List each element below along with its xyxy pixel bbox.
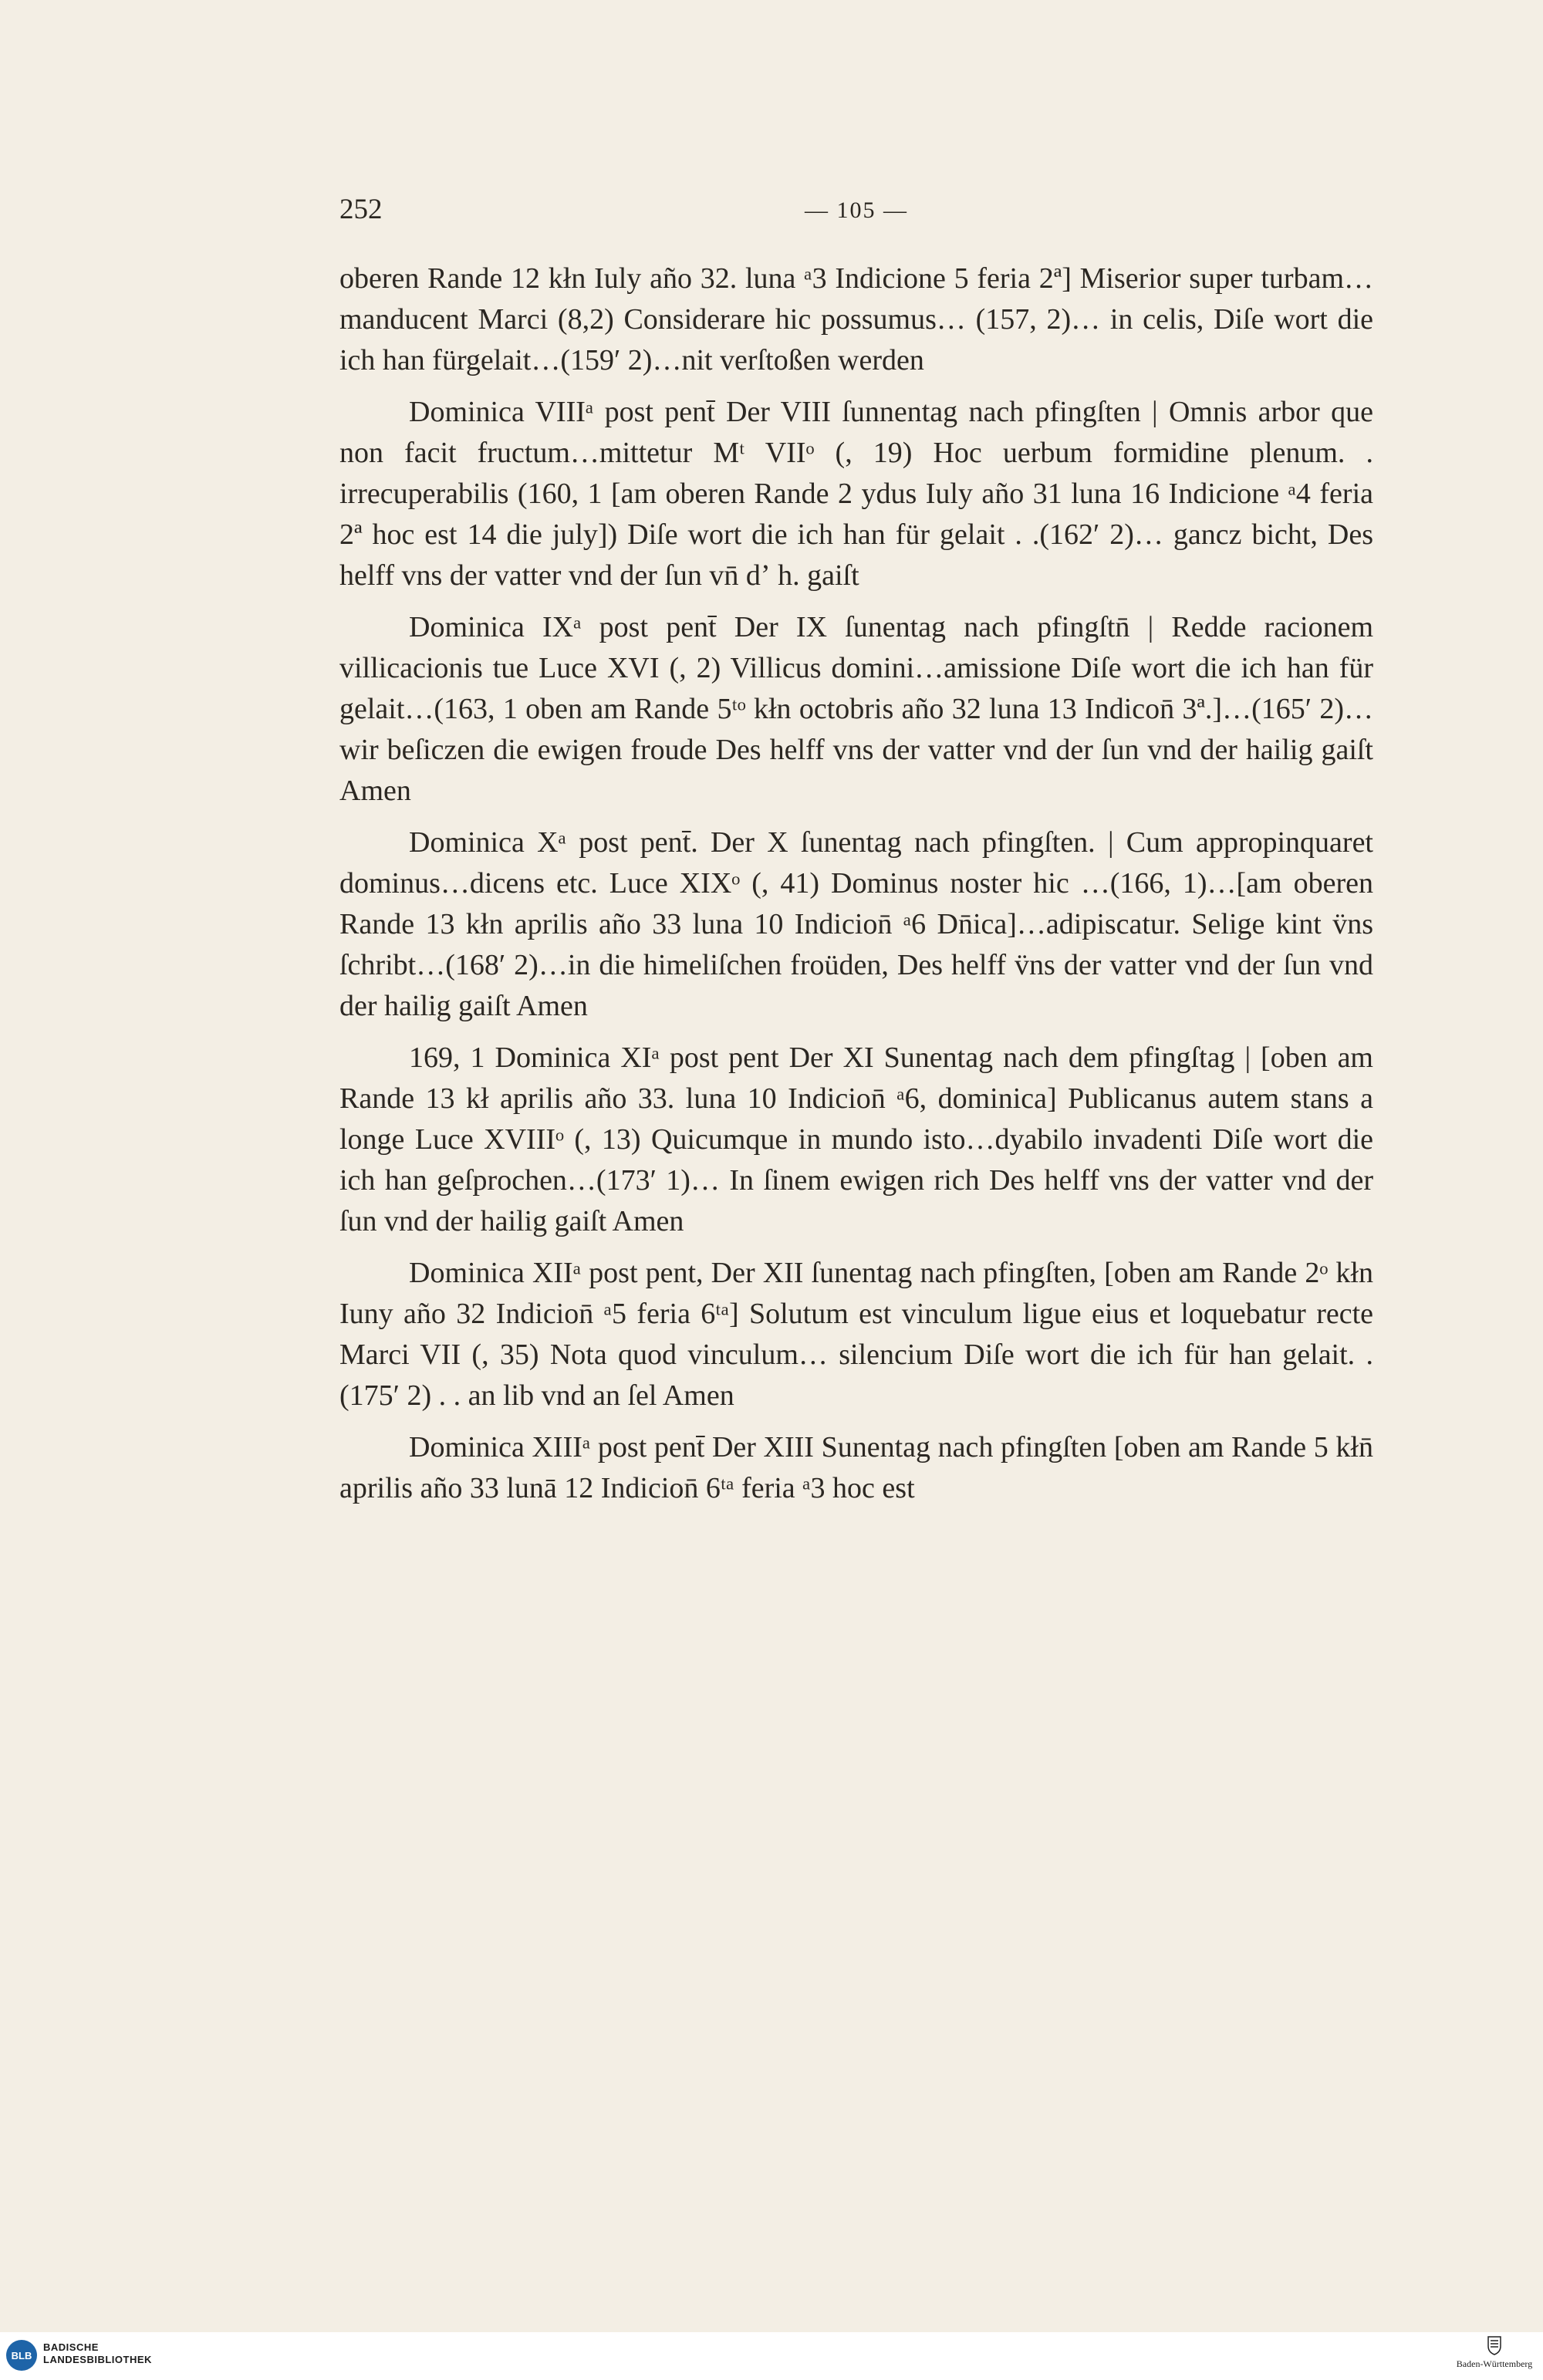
state-logo (1452, 2335, 1537, 2370)
paragraph-7: Dominica XIIIᵃ post pent̄ Der XIII Sunentag nach pfingſten [oben am Rande 5 kłn̄ aprilis año 33 lunā 12 Indicion̄ 6ᵗᵃ feria ᵃ3 hoc est (339, 1431, 1373, 1504)
state-mark-text: Baden-Württemberg (1456, 2358, 1533, 2369)
library-name-line2: LANDESBIBLIOTHEK (43, 2354, 152, 2365)
library-name (43, 2341, 152, 2366)
library-name-line1: BADISCHE (43, 2341, 99, 2353)
paragraph-1: oberen Rande 12 kłn Iuly año 32. luna ᵃ3 Indicione 5 feria 2ª] Miserior super turbam…manducent Marci (8,2) Considerare hic possumus… (157, 2)… in celis, Diſe wort die ich han fürgelait…(159′ 2)…nit verſtoßen werden (339, 262, 1373, 376)
folio-number: 252 (339, 194, 383, 225)
crest-icon (1487, 2335, 1502, 2355)
page-number: — 105 — (805, 197, 908, 223)
blb-logo-icon: BLB (6, 2340, 37, 2371)
paragraph-2: Dominica VIIIᵃ post pent̄ Der VIII ſunnentag nach pfingſten | Omnis arbor que non facit fructum…mittetur Mᵗ VIIᵒ (, 19) Hoc uerbum formidine plenum. . irrecuperabilis (160, 1 [am oberen Rande 2 ydus Iuly año 31 luna 16 Indicione ᵃ4 feria 2ª hoc est 14 die july]) Diſe wort die ich han für gelait . .(162′ 2)… gancz bicht, Des helff vns der vatter vnd der ſun vn̄ dʼ h. gaiſt (339, 396, 1373, 592)
page-header (339, 193, 1373, 239)
paragraph-6: Dominica XIIᵃ post pent, Der XII ſunentag nach pfingſten, [oben am Rande 2ᵒ kłn Iuny año 32 Indicion̄ ᵃ5 feria 6ᵗᵃ] Solutum est vinculum ligue eius et loquebatur recte Marci VII (, 35) Nota quod vinculum… silencium Diſe wort die ich für han gelait. . (175′ 2) . . an lib vnd an ſel Amen (339, 1257, 1373, 1412)
paragraph-4: Dominica Xᵃ post pent̄. Der X ſunentag nach pfingſten. | Cum appropinquaret dominus…dicens etc. Luce XIXᵒ (, 41) Dominus noster hic …(166, 1)…[am oberen Rande 13 kłn aprilis año 33 luna 10 Indicion̄ ᵃ6 Dn̄ica]…adipiscatur. Selige kint v̈ns ſchribt…(168′ 2)…in die himeliſchen froüden, Des helff v̈ns der vatter vnd der ſun vnd der hailig gaiſt Amen (339, 826, 1373, 1022)
body-text (339, 258, 1373, 1520)
paragraph-3: Dominica IXᵃ post pent̄ Der IX ſunentag nach pfingſtn̄ | Redde racionem villicacionis tue Luce XVI (, 2) Villicus domini…amissione Diſe wort die ich han für gelait…(163, 1 oben am Rande 5ᵗᵒ kłn octobris año 32 luna 13 Indicon̄ 3ª.]…(165′ 2)…wir beſiczen die ewigen froude Des helff vns der vatter vnd der ſun vnd der hailig gaiſt Amen (339, 611, 1373, 807)
paragraph-5: 169, 1 Dominica XIᵃ post pent Der XI Sunentag nach dem pfingſtag | [oben am Rande 13 kł aprilis año 33. luna 10 Indicion̄ ᵃ6, dominica] Publicanus autem stans a longe Luce XVIIIᵒ (, 13) Quicumque in mundo isto…dyabilo invadenti Diſe wort die ich han geſprochen…(173′ 1)… In ſinem ewigen rich Des helff vns der vatter vnd der ſun vnd der hailig gaiſt Amen (339, 1041, 1373, 1237)
footer-bar (0, 2332, 1543, 2380)
